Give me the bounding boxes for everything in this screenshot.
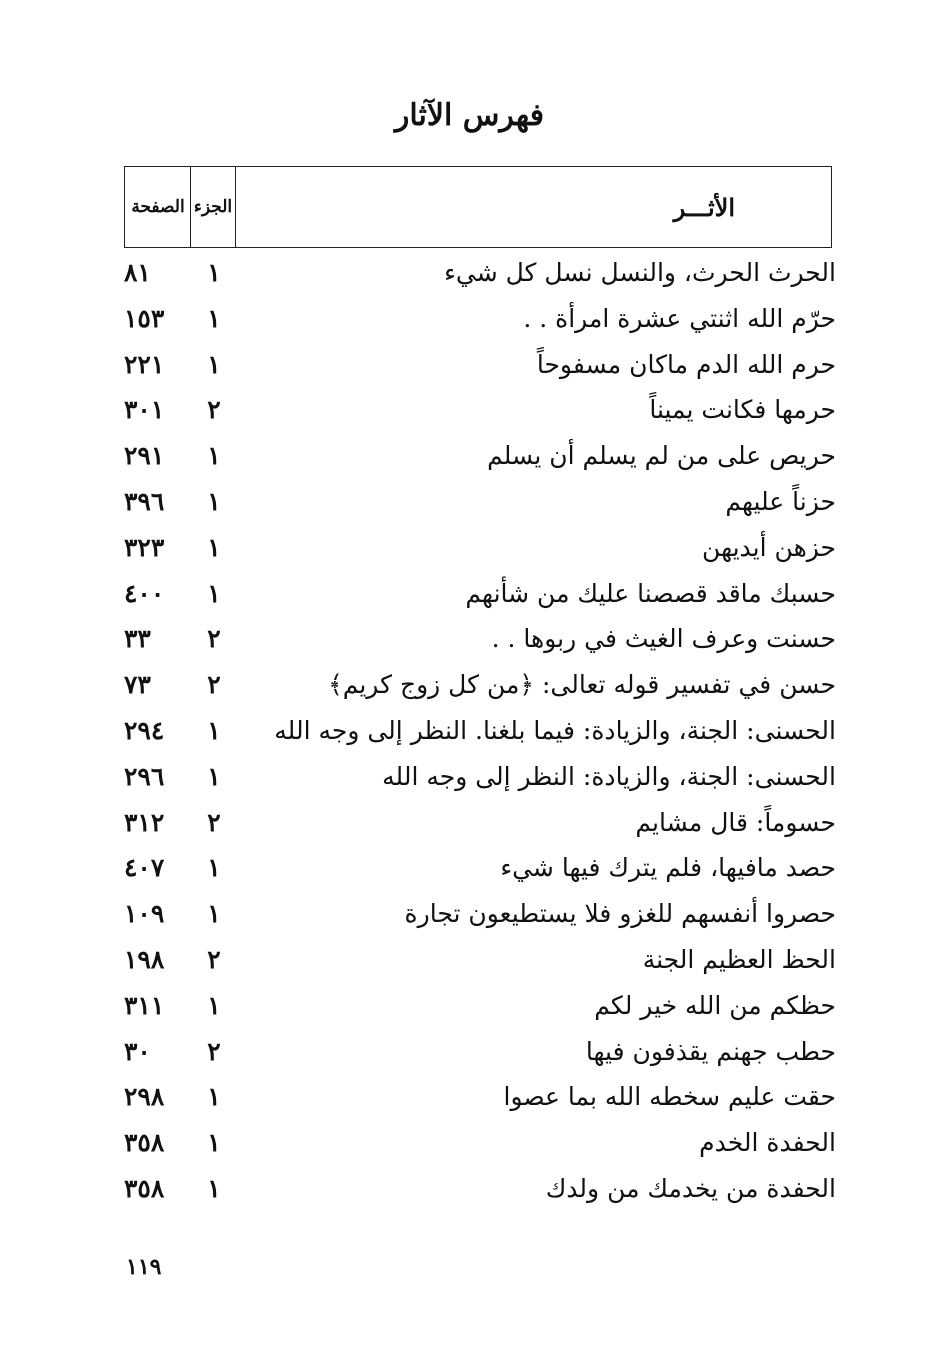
juz-number: ١ — [207, 349, 221, 379]
athar-text: حسنت وعرف الغيث في ربوها . . — [491, 624, 836, 654]
table-header — [124, 166, 832, 248]
athar-text: حسوماً: قال مشايم — [635, 807, 836, 837]
table-row — [124, 527, 836, 573]
juz-number: ١ — [207, 532, 221, 562]
juz-number: ١ — [207, 715, 221, 745]
juz-number: ١ — [207, 761, 221, 791]
juz-number: ١ — [207, 1082, 221, 1112]
juz-number: ١ — [207, 578, 221, 608]
page-ref: ٣١١ — [124, 990, 165, 1020]
table-row — [124, 893, 836, 939]
header-juz: الجزء — [190, 167, 235, 247]
header-page: الصفحة — [131, 197, 185, 217]
table-row — [124, 802, 836, 848]
juz-number: ١ — [207, 486, 221, 516]
athar-text: حسبك ماقد قصصنا عليك من شأنهم — [465, 578, 836, 608]
table-row — [124, 985, 836, 1031]
juz-number: ٢ — [207, 395, 221, 425]
athar-text: الحسنى: الجنة، والزيادة: فيما بلغنا. النظر إلى وجه الله — [274, 715, 836, 745]
table-row — [124, 618, 836, 664]
table-row — [124, 847, 836, 893]
page-ref: ١٥٣ — [124, 303, 165, 333]
juz-number: ٢ — [207, 1036, 221, 1066]
table-row — [124, 1076, 836, 1122]
table-row — [124, 756, 836, 802]
page-ref: ٣٥٨ — [124, 1173, 165, 1203]
page-ref: ٢٩٤ — [124, 715, 165, 745]
juz-number: ٢ — [207, 807, 221, 837]
athar-text: الحفدة الخدم — [699, 1128, 836, 1158]
page-ref: ٣٥٨ — [124, 1128, 165, 1158]
page-ref: ١٠٩ — [124, 899, 165, 929]
table-row — [124, 1168, 836, 1214]
athar-text: حرم الله الدم ماكان مسفوحاً — [536, 349, 836, 379]
athar-text: حقت عليم سخطه الله بما عصوا — [503, 1082, 836, 1112]
page-number: ١١٩ — [126, 1254, 162, 1280]
athar-text: حزهن أيديهن — [702, 532, 836, 562]
page-ref: ٨١ — [124, 258, 151, 287]
page-ref: ٤٠٧ — [124, 853, 165, 883]
page-ref: ٣٠ — [124, 1036, 151, 1066]
page-ref: ٣١٢ — [124, 807, 165, 837]
athar-text: حسن في تفسير قوله تعالى: ﴿من كل زوج كريم﴾ — [328, 670, 836, 700]
juz-number: ٢ — [207, 624, 221, 654]
athar-text: الحفدة من يخدمك من ولدك — [545, 1173, 836, 1203]
athar-text: حصروا أنفسهم للغزو فلا يستطيعون تجارة — [404, 899, 836, 929]
juz-number: ١ — [207, 853, 221, 883]
athar-text: حريص على من لم يسلم أن يسلم — [487, 441, 836, 471]
juz-number: ١ — [207, 441, 221, 471]
juz-number: ١ — [207, 303, 221, 333]
juz-number: ١ — [207, 990, 221, 1020]
table-row — [124, 664, 836, 710]
page-ref: ٤٠٠ — [124, 578, 165, 608]
page-ref: ٣٣ — [124, 624, 151, 654]
athar-text: الحرث الحرث، والنسل نسل كل شيء — [444, 258, 836, 287]
page-ref: ٢٩٦ — [124, 761, 165, 791]
table-row — [124, 344, 836, 390]
table-row — [124, 252, 836, 298]
juz-number: ١ — [207, 899, 221, 929]
page-ref: ١٩٨ — [124, 944, 165, 974]
page-ref: ٢٩١ — [124, 441, 165, 471]
juz-number: ١ — [207, 1128, 221, 1158]
page-ref: ٣٢٣ — [124, 532, 165, 562]
juz-number: ١ — [207, 1173, 221, 1203]
page-title: فهرس الآثار — [394, 98, 545, 133]
table-row — [124, 481, 836, 527]
table-row — [124, 939, 836, 985]
header-athar: الأثـــر — [235, 167, 831, 247]
juz-number: ٢ — [207, 670, 221, 700]
page-ref: ٢٩٨ — [124, 1082, 165, 1112]
table-row — [124, 389, 836, 435]
table-row — [124, 435, 836, 481]
athar-text: الحسنى: الجنة، والزيادة: النظر إلى وجه الله — [382, 761, 836, 791]
page-ref: ٢٢١ — [124, 349, 165, 379]
athar-text: حرمها فكانت يميناً — [649, 395, 836, 425]
juz-number: ٢ — [207, 944, 221, 974]
table-row — [124, 1122, 836, 1168]
table-row — [124, 710, 836, 756]
table-row — [124, 298, 836, 344]
athar-text: حطب جهنم يقذفون فيها — [585, 1036, 836, 1066]
page-ref: ٣٩٦ — [124, 486, 165, 516]
athar-text: حظكم من الله خير لكم — [594, 990, 836, 1020]
table-row — [124, 573, 836, 619]
table-row — [124, 1031, 836, 1077]
athar-text: حصد مافيها، فلم يترك فيها شيء — [500, 853, 836, 883]
athar-text: حرّم الله اثنتي عشرة امرأة . . — [523, 303, 836, 333]
page-ref: ٧٣ — [124, 670, 151, 700]
juz-number: ١ — [207, 258, 221, 287]
athar-text: حزناً عليهم — [725, 486, 836, 516]
athar-text: الحظ العظيم الجنة — [642, 944, 836, 974]
page-ref: ٣٠١ — [124, 395, 165, 425]
index-rows — [124, 252, 836, 1214]
